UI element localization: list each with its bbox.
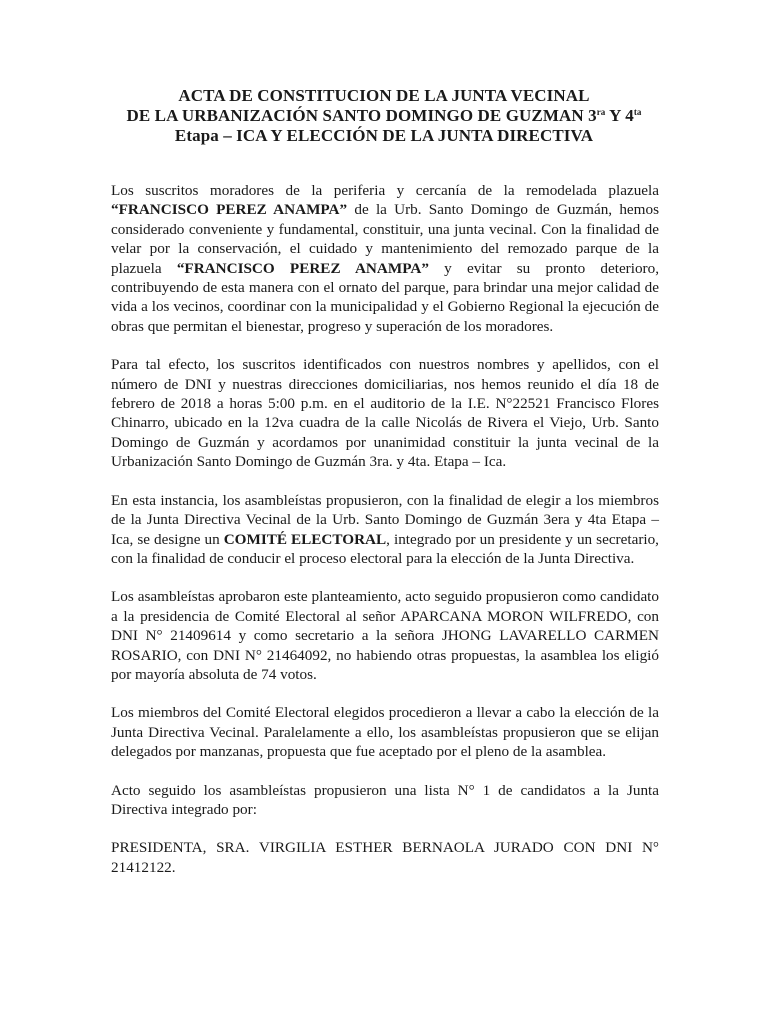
plaza-name-bold-2: “FRANCISCO PEREZ ANAMPA” bbox=[176, 259, 429, 277]
title-line-3: Etapa – ICA Y ELECCIÓN DE LA JUNTA DIRECTIVA bbox=[174, 126, 594, 145]
plaza-name-bold: “FRANCISCO PEREZ ANAMPA” bbox=[111, 201, 348, 219]
title-superscript-ta: ta bbox=[633, 107, 642, 117]
paragraph-3-text-a: En esta instancia, los asambleístas propusieron, con la finalidad de elegir a los miembros de la Junta Directiva Vecinal de la Urb. Santo Domingo de Guzmán 3era y 4ta Etapa – Ica, se designe un bbox=[111, 491, 659, 548]
paragraph-1-text-a: Los suscritos moradores de la periferia y cercanía de la remodelada plazuela bbox=[111, 182, 659, 199]
paragraph-7: PRESIDENTA, SRA. VIRGILIA ESTHER BERNAOLA JURADO CON DNI N° 21412122. bbox=[111, 839, 659, 876]
title-line-1: ACTA DE CONSTITUCION DE LA JUNTA VECINAL bbox=[178, 86, 590, 105]
title-line-2-text: DE LA URBANIZACIÓN SANTO DOMINGO DE GUZMAN 3 bbox=[126, 106, 597, 125]
paragraph-4: Los asambleístas aprobaron este planteamiento, acto seguido propusieron como candidato a la presidencia de Comité Electoral al señor APARCANA MORON WILFREDO, con DNI N° 21409614 y como secretario a la señora JHONG LAVARELLO CARMEN ROSARIO, con DNI N° 21464092, no habiendo otras propuestas, la asamblea los eligió por mayoría absoluta de 74 votos. bbox=[111, 588, 659, 683]
paragraph-1 bbox=[111, 181, 659, 336]
paragraph-3-text-c: , integrado por un presidente y un secretario, con la finalidad de conducir el proceso electoral para la elección de la Junta Directiva. bbox=[111, 530, 659, 567]
title-superscript-ra: ra bbox=[596, 107, 606, 117]
document-title bbox=[80, 86, 688, 146]
paragraph-5: Los miembros del Comité Electoral elegidos procedieron a llevar a cabo la elección de la Junta Directiva Vecinal. Paralelamente a ello, los asambleístas propusieron que se elijan delegados por manzanas, propuesta que fue aceptado por el pleno de la asamblea. bbox=[111, 704, 659, 761]
paragraph-1-text-e: y evitar su pronto deterioro, contribuyendo de esta manera con el ornato del parque, para brindar una mejor calidad de vida a los vecinos, coordinar con la municipalidad y el Gobierno Regional la ejecución de obras que permitan el bienestar, progreso y superación de los moradores. bbox=[111, 259, 660, 335]
document-body bbox=[111, 181, 659, 896]
paragraph-3 bbox=[111, 491, 659, 569]
title-line-2 bbox=[80, 106, 688, 126]
title-line-2-mid: Y 4 bbox=[605, 106, 634, 125]
paragraph-6: Acto seguido los asambleístas propusieron una lista N° 1 de candidatos a la Junta Directiva integrado por: bbox=[111, 781, 659, 818]
electoral-committee-bold: COMITÉ ELECTORAL bbox=[223, 530, 387, 548]
paragraph-2: Para tal efecto, los suscritos identificados con nuestros nombres y apellidos, con el número de DNI y nuestras direcciones domiciliarias, nos hemos reunido el día 18 de febrero de 2018 a horas 5:00 p.m. en el auditorio de la I.E. N°22521 Francisco Flores Chinarro, ubicado en la 12va cuadra de la calle Nicolás de Rivera el Viejo, Urb. Santo Domingo de Guzmán y acordamos por unanimidad constituir la junta vecinal de la Urbanización Santo Domingo de Guzmán 3ra. y 4ta. Etapa – Ica. bbox=[111, 356, 659, 471]
paragraph-1-text-c: de la Urb. Santo Domingo de Guzmán, hemos considerado conveniente y fundamental, constituir, una junta vecinal. Con la finalidad de velar por la conservación, el cuidado y mantenimiento del remozado parque de la plazuela bbox=[111, 201, 659, 277]
